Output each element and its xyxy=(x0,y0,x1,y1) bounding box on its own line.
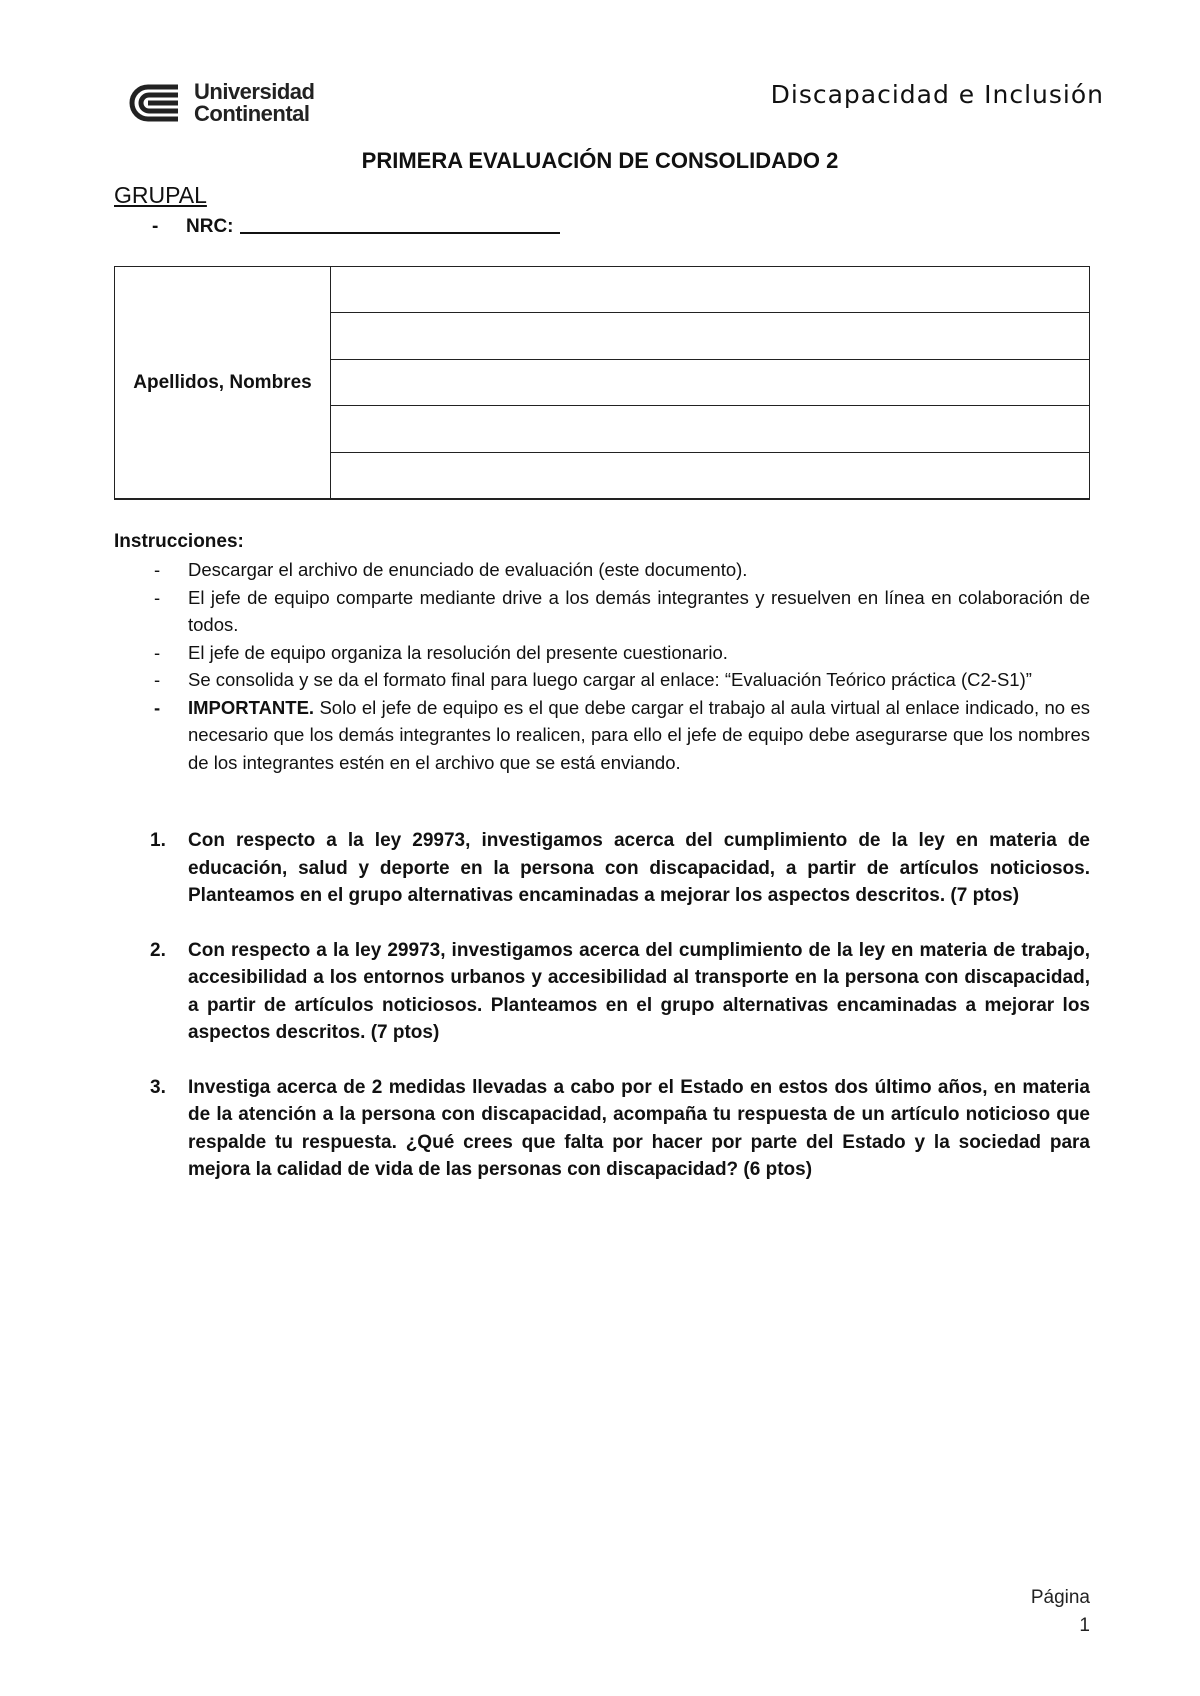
group-label: GRUPAL xyxy=(114,182,207,208)
instruction-item xyxy=(114,639,1090,667)
instruction-bullet: - xyxy=(154,669,161,690)
instructions-list xyxy=(114,556,1090,776)
document-title: PRIMERA EVALUACIÓN DE CONSOLIDADO 2 xyxy=(361,148,839,173)
logo-line-2: Continental xyxy=(194,101,310,126)
nrc-label: NRC: xyxy=(186,216,234,237)
questions-list xyxy=(114,827,1090,1211)
question-text: Con respecto a la ley 29973, investigamos acerca del cumplimiento de la ley en materia de trabajo, accesibilidad a los entornos urbanos y accesibilidad al transporte en la persona con discapacidad, a partir de artículos noticiosos. Planteamos en el grupo alternativas encaminadas a mejorar los aspectos descritos. (7 ptos) xyxy=(188,939,1090,1043)
instruction-text: Descargar el archivo de enunciado de evaluación (este documento). xyxy=(188,559,748,580)
question-text: Investiga acerca de 2 medidas llevadas a cabo por el Estado en estos dos último años, en materia de la atención a la persona con discapacidad, acompaña tu respuesta de un artículo noticioso que respalde tu respuesta. ¿Qué crees que falta por hacer por parte del Estado y la sociedad para mejora la calidad de vida de las personas con discapacidad? (6 ptos) xyxy=(188,1076,1090,1180)
name-entry-row[interactable] xyxy=(331,406,1089,452)
instruction-item-important xyxy=(114,694,1090,777)
instruction-bullet: - xyxy=(154,586,161,608)
instruction-item xyxy=(114,666,1090,694)
instruction-text: Solo el jefe de equipo es el que debe cargar el trabajo al aula virtual al enlace indicado, no es necesario que los demás integrantes lo realicen, para ello el jefe de equipo debe asegurarse que los nombres de los integrantes estén en el archivo que se está enviando. xyxy=(188,696,1090,773)
nrc-bullet: - xyxy=(152,216,159,237)
question-number: 2. xyxy=(150,939,166,961)
name-entry-row[interactable] xyxy=(331,313,1089,359)
page-footer xyxy=(1031,1584,1090,1640)
instruction-text: El jefe de equipo comparte mediante drive a los demás integrantes y resuelven en línea en colaboración de todos. xyxy=(188,586,1090,635)
instruction-item xyxy=(114,556,1090,584)
question-item xyxy=(114,1074,1090,1184)
names-rows xyxy=(331,267,1089,498)
instruction-bullet: - xyxy=(154,696,161,718)
instruction-item xyxy=(114,584,1090,639)
name-entry-row[interactable] xyxy=(331,453,1089,498)
name-entry-row[interactable] xyxy=(331,360,1089,406)
nrc-blank-line[interactable] xyxy=(240,216,560,234)
logo-mark-icon xyxy=(128,81,192,125)
instruction-text: El jefe de equipo organiza la resolución del presente cuestionario. xyxy=(188,641,728,663)
instruction-bullet: - xyxy=(154,641,161,663)
question-number: 1. xyxy=(150,830,166,851)
names-label: Apellidos, Nombres xyxy=(115,267,331,498)
page-label: Página xyxy=(1030,1587,1090,1608)
question-item xyxy=(114,937,1090,1047)
question-number: 3. xyxy=(150,1076,166,1098)
instruction-bullet: - xyxy=(154,559,161,580)
name-entry-row[interactable] xyxy=(331,267,1089,313)
university-logo xyxy=(128,78,338,128)
instruction-text: Se consolida y se da el formato final para luego cargar al enlace: “Evaluación Teórico práctica (C2-S1)” xyxy=(188,669,1032,690)
question-item xyxy=(114,827,1090,910)
course-title: Discapacidad e Inclusión xyxy=(770,80,1104,109)
question-text: Con respecto a la ley 29973, investigamos acerca del cumplimiento de la ley en materia de educación, salud y deporte en la persona con discapacidad, a partir de artículos noticiosos. Planteamos en el grupo alternativas encaminadas a mejorar los aspectos descritos. (7 ptos) xyxy=(188,830,1090,906)
instructions-heading: Instrucciones: xyxy=(114,531,244,552)
logo-line-1: Universidad xyxy=(194,79,315,104)
names-table xyxy=(114,266,1090,500)
nrc-field xyxy=(152,216,560,238)
page-number: 1 xyxy=(1079,1615,1090,1636)
important-label: IMPORTANTE. xyxy=(188,696,315,718)
